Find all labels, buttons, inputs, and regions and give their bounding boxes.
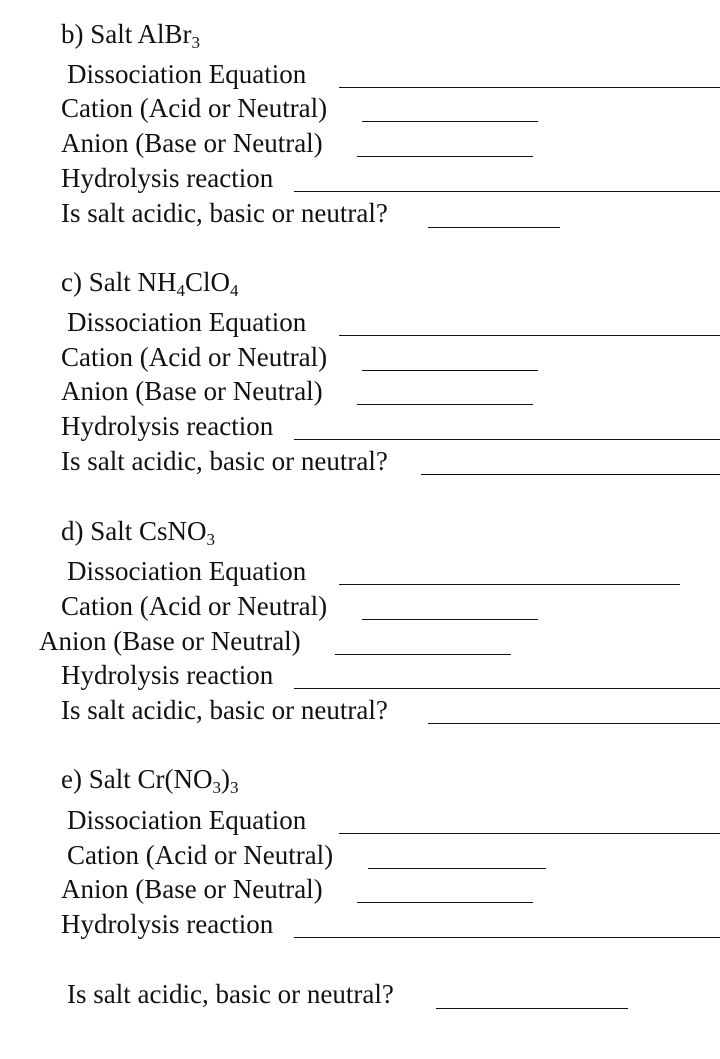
c-dissociation-label: Dissociation Equation (67, 307, 307, 337)
e-is-salt-answer-blank[interactable] (436, 1008, 628, 1009)
e-hydrolysis-label: Hydrolysis reaction (61, 909, 274, 939)
c-anion-label: Anion (Base or Neutral) (61, 376, 323, 406)
b-cation-answer-blank[interactable] (362, 121, 538, 122)
b-anion-label: Anion (Base or Neutral) (61, 128, 323, 158)
d-cation-answer-blank[interactable] (362, 619, 538, 620)
b-is-salt-label: Is salt acidic, basic or neutral? (61, 198, 388, 228)
d-is-salt-answer-blank[interactable] (428, 723, 720, 724)
d-hydrolysis-label: Hydrolysis reaction (61, 660, 274, 690)
e-dissociation-answer-blank[interactable] (339, 833, 720, 834)
c-cation-answer-blank[interactable] (362, 370, 538, 371)
c-is-salt-label: Is salt acidic, basic or neutral? (61, 446, 388, 476)
d-dissociation-label: Dissociation Equation (67, 556, 307, 586)
e-cation-answer-blank[interactable] (368, 868, 546, 869)
section-c-title: c) Salt $NH_4ClO_4$ (61, 267, 239, 300)
c-hydrolysis-answer-blank[interactable] (294, 439, 720, 440)
b-hydrolysis-answer-blank[interactable] (294, 191, 720, 192)
c-hydrolysis-label: Hydrolysis reaction (61, 411, 274, 441)
c-is-salt-answer-blank[interactable] (421, 474, 720, 475)
d-cation-label: Cation (Acid or Neutral) (61, 591, 328, 621)
b-dissociation-label: Dissociation Equation (67, 59, 307, 89)
b-anion-answer-blank[interactable] (357, 156, 533, 157)
e-anion-label: Anion (Base or Neutral) (61, 874, 323, 904)
section-b-title: b) Salt AlBr$_3$ (61, 19, 201, 52)
d-anion-label: Anion (Base or Neutral) (39, 626, 301, 656)
e-cation-label: Cation (Acid or Neutral) (67, 840, 334, 870)
e-dissociation-label: Dissociation Equation (67, 805, 307, 835)
section-e-title: e) Salt $Cr(NO_3)_3$ (61, 764, 239, 797)
c-cation-label: Cation (Acid or Neutral) (61, 342, 328, 372)
c-anion-answer-blank[interactable] (357, 404, 533, 405)
b-cation-label: Cation (Acid or Neutral) (61, 93, 328, 123)
d-hydrolysis-answer-blank[interactable] (294, 688, 720, 689)
d-anion-answer-blank[interactable] (335, 654, 511, 655)
e-hydrolysis-answer-blank[interactable] (294, 937, 720, 938)
c-dissociation-answer-blank[interactable] (339, 335, 720, 336)
e-is-salt-label: Is salt acidic, basic or neutral? (67, 979, 394, 1009)
d-dissociation-answer-blank[interactable] (339, 584, 680, 585)
section-d-title: d) Salt CsNO$_3$ (61, 516, 216, 549)
b-is-salt-answer-blank[interactable] (428, 227, 560, 228)
b-dissociation-answer-blank[interactable] (339, 87, 720, 88)
e-anion-answer-blank[interactable] (357, 902, 533, 903)
b-hydrolysis-label: Hydrolysis reaction (61, 163, 274, 193)
d-is-salt-label: Is salt acidic, basic or neutral? (61, 695, 388, 725)
